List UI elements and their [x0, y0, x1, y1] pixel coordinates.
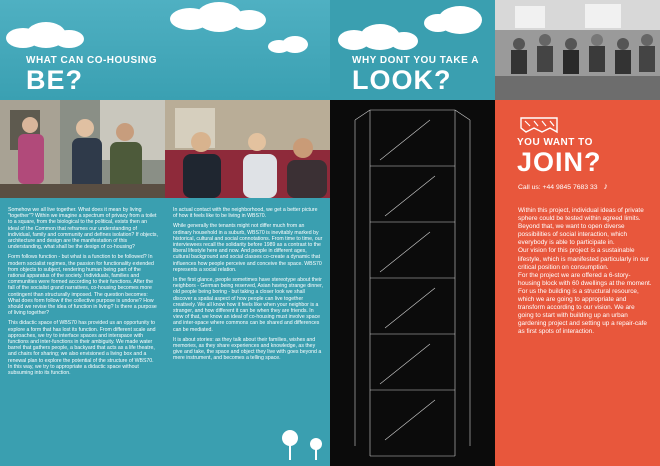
building-section-drawing: [330, 100, 495, 466]
cloud: [232, 10, 266, 30]
paragraph: Within this project, individual ideas of private sphere could be tested within agreed limits. Beyond that, we want to open diverse possibilities of social interaction, which everybody is able to participate in.: [518, 207, 644, 247]
paragraph: This didactic space of WBS70 has provided us an opportunity to explore a form that has lost its function. From different scale and approaches, we try to interface spaces and interspace with functions and inter-functions in their ambiguity. We made water barrel that gathers people, a backyard that acts as a life theatre, and chairs for sharing; we also envisioned a living box and a renewal plan to explore the potential of the structure of WBS70. In this way, we try to appropriate a didactic space without subsuming into its function.: [8, 320, 156, 377]
group-photo: [495, 0, 660, 100]
middle-heading: [352, 55, 479, 94]
cloud: [282, 36, 308, 53]
join-text: [518, 207, 652, 337]
paragraph: It is about stories: as they talk about their families, wishes and memories, as they share experiences and knowledge, as they give and take, the space and object they live with goes beyond a mere instrument, and becomes a telling space.: [173, 336, 322, 362]
article-column-2: [173, 207, 323, 366]
paragraph: In the first glance, people sometimes have stereotype about their neighbors - German being reserved, Asian having strange dinner, old people being boring - but taking a closer look we shall discover a spatial aspect of how people can live together creatively. We all know how it feels like when your neighbor is a stranger, and how different it can be when they are friends. In view of that, we know an ideal of co-housing must involve space and inter-space where commons can be shared and differences can be mediated.: [173, 277, 323, 333]
heading-big: JOIN?: [517, 147, 602, 177]
phone-icon: ♪: [603, 181, 608, 191]
banner-icon: [520, 116, 558, 134]
article-column-1: [8, 207, 158, 380]
paragraph: Our vision for this project is a sustainable lifestyle, which is manifested particularly in our critical position on consumption.: [518, 247, 650, 271]
left-heading: [26, 55, 157, 94]
heading-small: WHAT CAN CO-HOUSING: [26, 55, 157, 66]
cloud: [424, 14, 452, 32]
call-line: [518, 182, 608, 192]
interview-photo-1: [0, 100, 165, 198]
paragraph: While generally the tenants might not differ much from an ordinary household in a suburb, WBS70 is inevitably marked by historical, cultural and social connotations. From time to time, our interviewees recall the solidarity before 1989 as a contrast to the liberal lifestyle here and now. And people in different ages, cultural background and social classes co-create a dynamic that influences how people perceive and conceive the space. WBS70 represents a social relation.: [173, 223, 323, 273]
phone-number[interactable]: Call us: +44 9845 7683 33: [518, 184, 598, 191]
heading-big: BE?: [26, 65, 83, 95]
heading-small: YOU WANT TO: [517, 137, 593, 148]
cloud: [54, 30, 84, 48]
paragraph: For the project we are offered a 6-story-housing block with 60 dwellings at the moment. For us the building is a structural resource, which we are going to appropriate and transform according to our vision. We are going to start with building up an urban gardening project and setting up a repair-cafe as first spots of interaction.: [518, 271, 652, 336]
join-heading: [517, 137, 602, 176]
tree-icon: [280, 426, 330, 462]
paragraph: Somehow we all live together. What does it mean by living "together"? Within we imagine a spectrum of privacy from a toilet to a square, from the biological to the political, exists then an ideal of the Common that reframes our understanding of individual, family and community and defines isolation? If objects, architecture and design are the manifestation of this understanding, what shall be the design of co-housing?: [8, 207, 158, 251]
interview-photo-2: [165, 100, 330, 198]
paragraph: In actual contact with the neighborhood, we get a better picture of how it feels like to be living in WBS70.: [173, 207, 318, 220]
heading-small: WHY DONT YOU TAKE A: [352, 55, 479, 66]
heading-big: LOOK?: [352, 65, 452, 95]
paragraph: Form follows function - but what is a function to be followed? In modern socialist regimes, the passion for functionality extended from objects to subject, rendering human being part of the rational apparatus of the society. Individuals, families and communities were formed according to their functions. After the fall of the socialist grand narratives, co-housing becomes more contingent than structurally imposed. The question becomes: What does form follow if the collective purpose is undone? How should we revise the idea of function in living? Is there a purpose of living together?: [8, 254, 157, 317]
cloud: [390, 32, 418, 50]
